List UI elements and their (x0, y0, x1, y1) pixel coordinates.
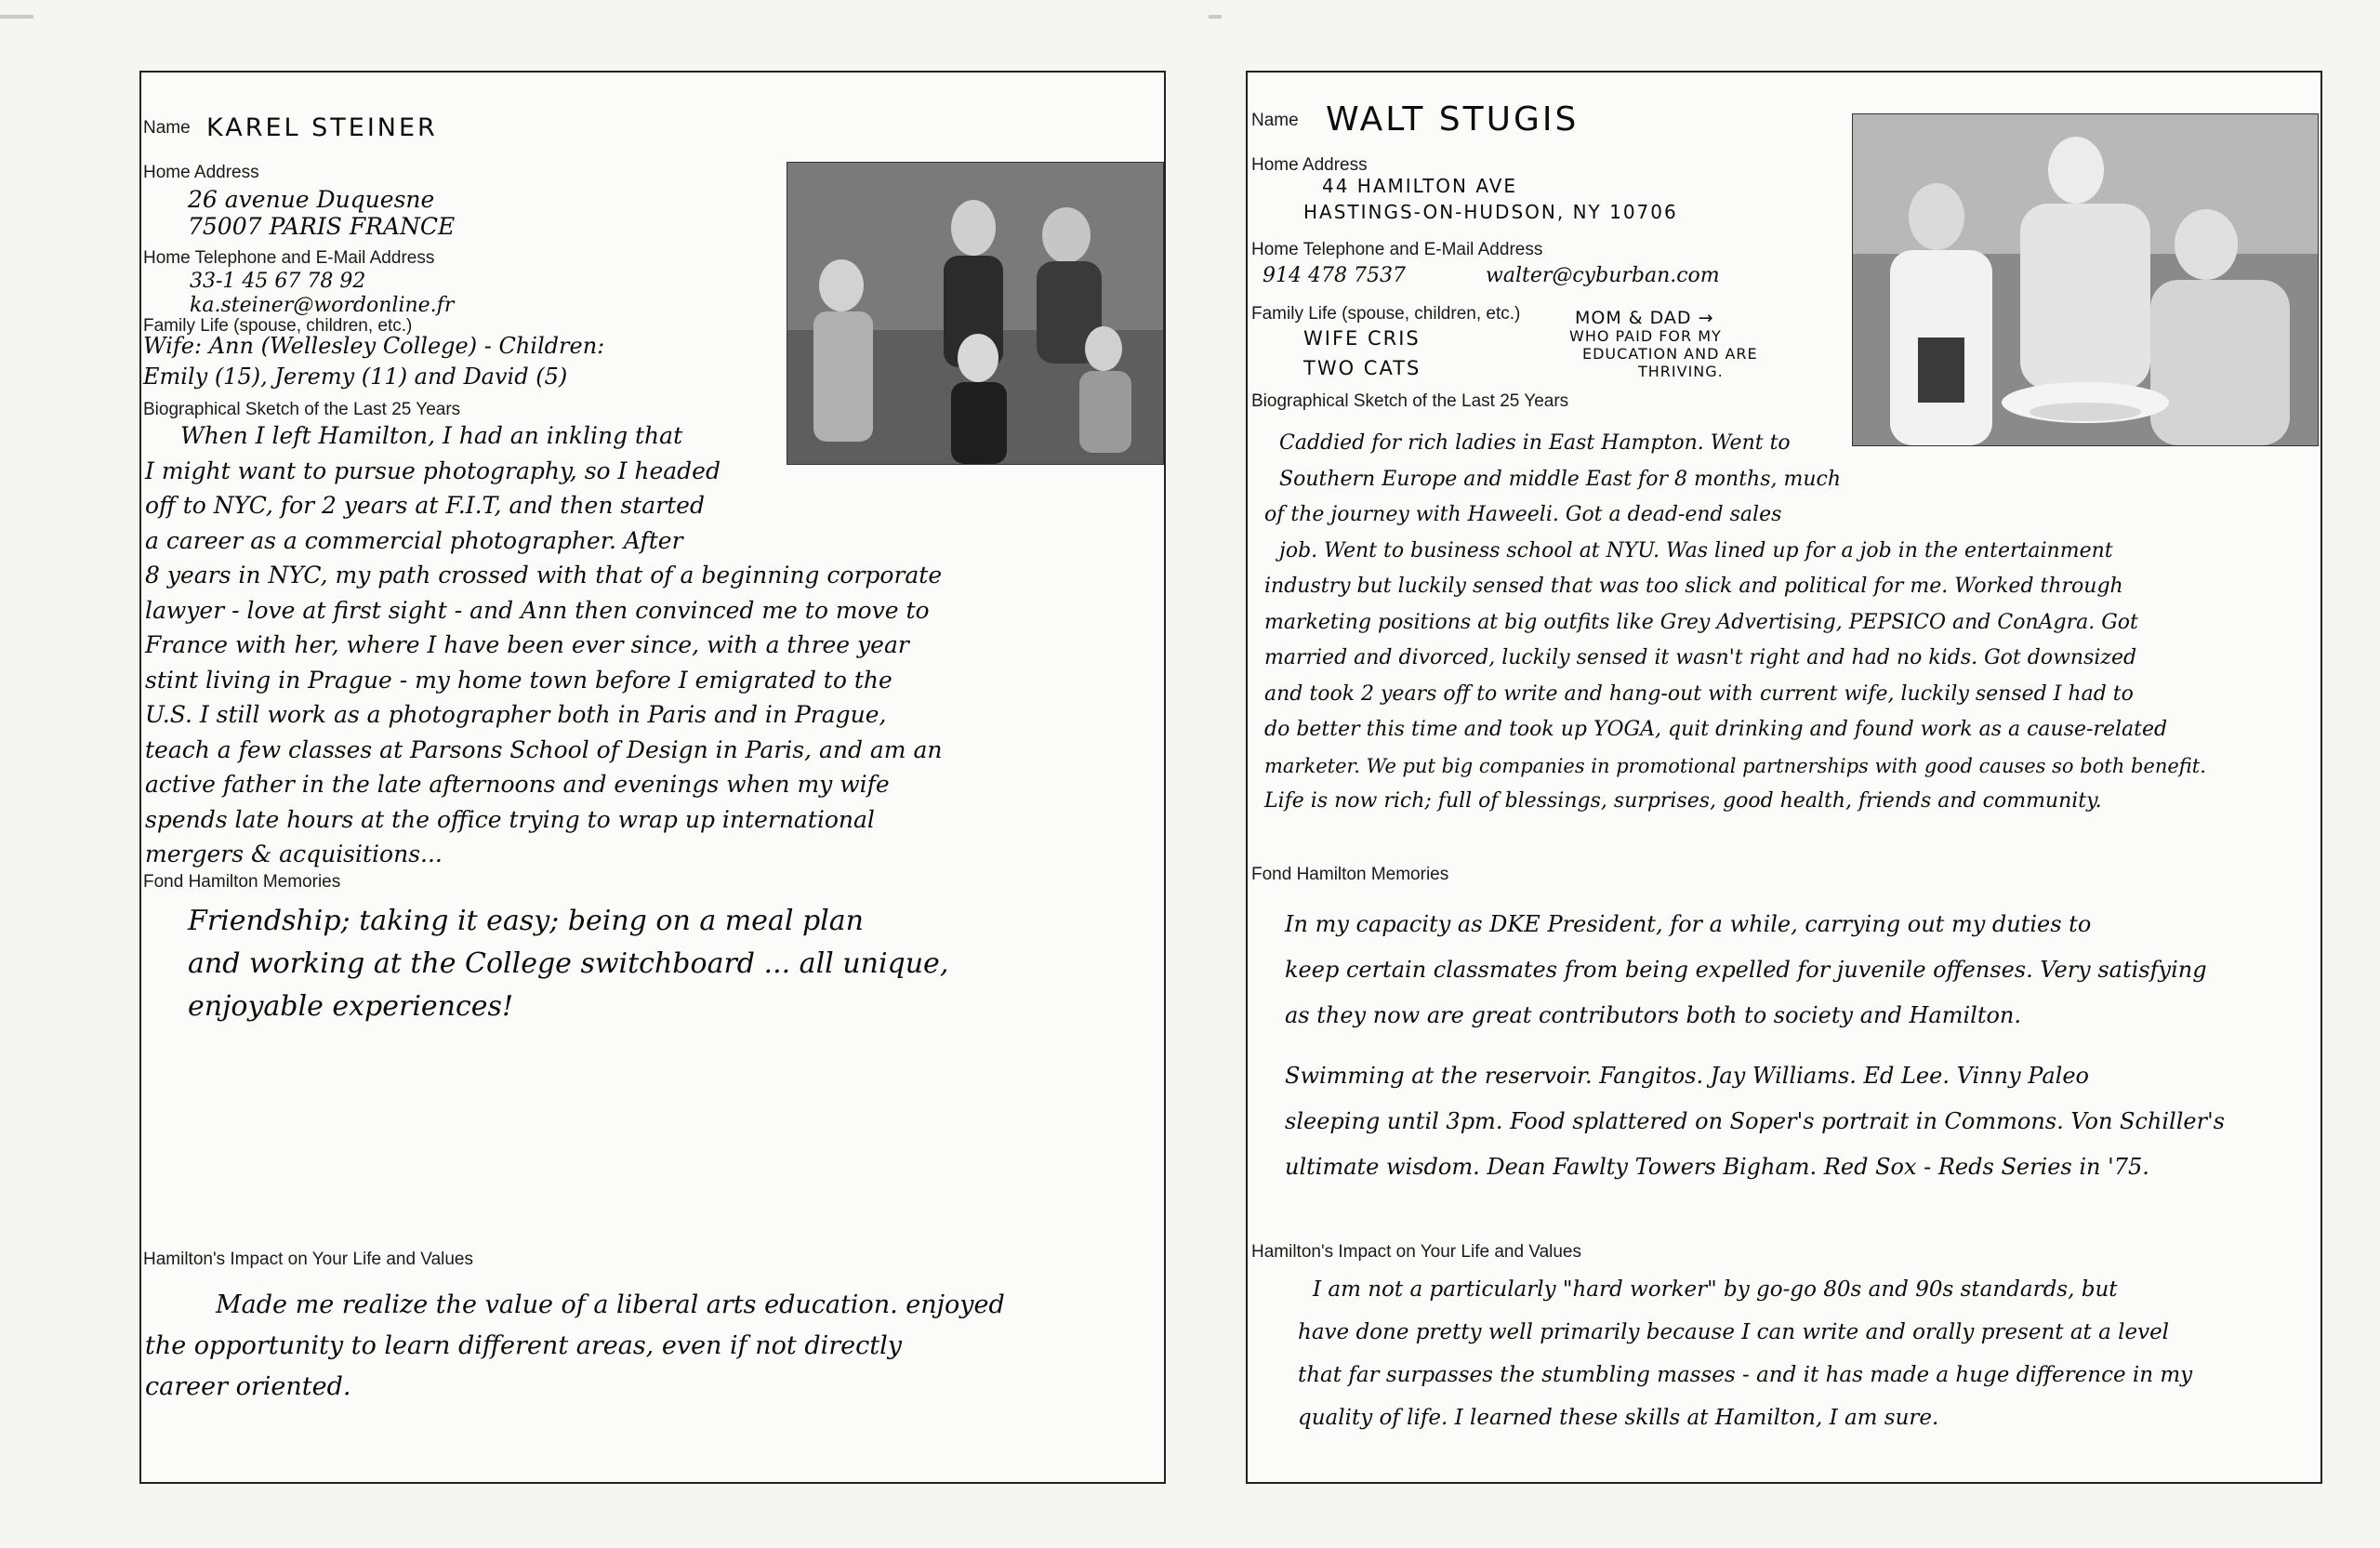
home-address-label: Home Address (1251, 155, 1368, 175)
bio-line: and took 2 years off to write and hang-out with current wife, luckily sensed I had to (1264, 681, 2134, 706)
impact-line: the opportunity to learn different areas, even if not directly (145, 1331, 902, 1360)
fond-memories-label: Fond Hamilton Memories (143, 872, 341, 892)
email-value: ka.steiner@wordonline.fr (190, 294, 455, 317)
profile-page-karel-steiner (139, 71, 1166, 1484)
bio-line: France with her, where I have been ever since, with a three year (145, 631, 909, 658)
bio-line: married and divorced, luckily sensed it wasn't right and had no kids. Got downsized (1264, 646, 2137, 669)
family-note-line: EDUCATION AND ARE (1582, 345, 1758, 363)
family-photo-image (1853, 114, 2318, 445)
bio-line: mergers & acquisitions... (145, 840, 443, 867)
memories-line: In my capacity as DKE President, for a while, carrying out my duties to (1285, 911, 2092, 937)
address-line: HASTINGS-ON-HUDSON, NY 10706 (1303, 201, 1678, 223)
family-note-line: THRIVING. (1638, 363, 1724, 380)
memories-line: and working at the College switchboard ... all unique, (188, 947, 949, 980)
address-line: 26 avenue Duquesne (188, 186, 435, 213)
bio-line: lawyer - love at first sight - and Ann then convinced me to move to (145, 596, 930, 624)
name-label: Name (143, 118, 191, 138)
phone-value: 914 478 7537 (1263, 264, 1406, 287)
impact-value (1298, 1268, 2192, 1439)
bio-sketch-label: Biographical Sketch of the Last 25 Years (1251, 391, 1569, 411)
scan-mark-center (1209, 15, 1222, 19)
bio-line: do better this time and took up YOGA, quit drinking and found work as a cause-related (1264, 718, 2168, 741)
bio-line: Southern Europe and middle East for 8 months, much (1279, 467, 1842, 491)
phone-value: 33-1 45 67 78 92 (190, 270, 366, 293)
family-line: WIFE CRIS (1303, 327, 1421, 350)
profile-page-walt-stugis (1246, 71, 2322, 1484)
family-life-value (1303, 324, 1421, 383)
impact-line: career oriented. (145, 1372, 351, 1401)
bio-line: off to NYC, for 2 years at F.I.T, and then started (145, 492, 705, 519)
telephone-email-value (190, 270, 454, 318)
bio-line: industry but luckily sensed that was too slick and political for me. Worked through (1264, 575, 2123, 598)
bio-sketch-value (145, 418, 1162, 872)
bio-line: I might want to pursue photography, so I headed (145, 456, 721, 484)
impact-line: quality of life. I learned these skills at Hamilton, I am sure. (1298, 1406, 1939, 1430)
scan-mark-left (0, 15, 33, 19)
memories-line: keep certain classmates from being expelled for juvenile offenses. Very satisfying (1285, 957, 2207, 983)
fond-memories-label: Fond Hamilton Memories (1251, 865, 1449, 884)
address-line: 44 HAMILTON AVE (1322, 175, 1518, 197)
telephone-email-label: Home Telephone and E-Mail Address (1251, 240, 1543, 259)
family-photo (1852, 113, 2319, 446)
bio-line: marketing positions at big outfits like Grey Advertising, PEPSICO and ConAgra. Got (1264, 610, 2138, 634)
family-photo (787, 162, 1164, 465)
family-life-note (1569, 310, 1758, 380)
name-label: Name (1251, 111, 1299, 130)
family-life-label: Family Life (spouse, children, etc.) (1251, 304, 1521, 324)
memories-line: Friendship; taking it easy; being on a meal plan (188, 905, 864, 937)
bio-line: spends late hours at the office trying to wrap up international (145, 805, 875, 833)
name-value: KAREL STEINER (206, 113, 438, 142)
family-photo-image (787, 163, 1163, 464)
bio-line: 8 years in NYC, my path crossed with that of a beginning corporate (145, 562, 943, 589)
memories-line: sleeping until 3pm. Food splattered on Soper's portrait in Commons. Von Schiller's (1285, 1108, 2225, 1134)
bio-sketch-label: Biographical Sketch of the Last 25 Years (143, 400, 461, 419)
memories-line: as they now are great contributors both to society and Hamilton. (1285, 1002, 2021, 1028)
bio-line: Caddied for rich ladies in East Hampton. Went to (1279, 431, 1791, 455)
bio-line: When I left Hamilton, I had an inkling that (180, 422, 683, 449)
bio-line: of the journey with Haweeli. Got a dead-end sales (1264, 503, 1782, 526)
memories-line: Swimming at the reservoir. Fangitos. Jay Williams. Ed Lee. Vinny Paleo (1285, 1063, 2089, 1089)
family-life-label: Family Life (spouse, children, etc.) (143, 316, 413, 336)
bio-line: marketer. We put big companies in promotional partnerships with good causes so both benefit. (1264, 754, 2206, 777)
bio-line: U.S. I still work as a photographer both in Paris and in Prague, (145, 701, 887, 728)
family-life-value (143, 331, 604, 392)
home-address-value (1285, 173, 1678, 225)
family-line: TWO CATS (1303, 357, 1421, 379)
impact-line: I am not a particularly "hard worker" by go-go 80s and 90s standards, but (1313, 1277, 2118, 1302)
email-value: walter@cyburban.com (1486, 264, 1720, 287)
impact-line: that far surpasses the stumbling masses - and it has made a huge difference in my (1298, 1363, 2193, 1387)
impact-label: Hamilton's Impact on Your Life and Values (143, 1250, 473, 1269)
impact-value (145, 1285, 1005, 1408)
family-line: Emily (15), Jeremy (11) and David (5) (143, 364, 568, 390)
name-value: WALT STUGIS (1326, 100, 1580, 139)
impact-label: Hamilton's Impact on Your Life and Values (1251, 1242, 1581, 1262)
bio-sketch-value (1264, 426, 2320, 820)
bio-line: a career as a commercial photographer. After (145, 526, 683, 554)
family-line: Wife: Ann (Wellesley College) - Children: (143, 333, 605, 359)
family-note-line: MOM & DAD → (1575, 308, 1714, 328)
home-address-value (188, 186, 455, 240)
home-address-label: Home Address (143, 163, 259, 182)
family-note-line: WHO PAID FOR MY (1569, 327, 1722, 345)
bio-line: job. Went to business school at NYU. Was lined up for a job in the entertainment (1279, 538, 2113, 562)
memories-line: ultimate wisdom. Dean Fawlty Towers Bigham. Red Sox - Reds Series in '75. (1285, 1154, 2149, 1180)
impact-line: Made me realize the value of a liberal arts education. enjoyed (216, 1290, 1005, 1319)
telephone-email-label: Home Telephone and E-Mail Address (143, 248, 435, 268)
bio-line: stint living in Prague - my home town before I emigrated to the (145, 666, 892, 694)
bio-line: teach a few classes at Parsons School of Design in Paris, and am an (145, 735, 943, 763)
memories-line: enjoyable experiences! (188, 990, 514, 1023)
address-line: 75007 PARIS FRANCE (188, 213, 456, 240)
bio-line: active father in the late afternoons and evenings when my wife (145, 771, 890, 798)
fond-memories-value (1285, 902, 2225, 1190)
fond-memories-value (188, 900, 948, 1028)
bio-line: Life is now rich; full of blessings, surprises, good health, friends and community. (1264, 789, 2102, 813)
impact-line: have done pretty well primarily because I can write and orally present at a level (1298, 1320, 2170, 1344)
